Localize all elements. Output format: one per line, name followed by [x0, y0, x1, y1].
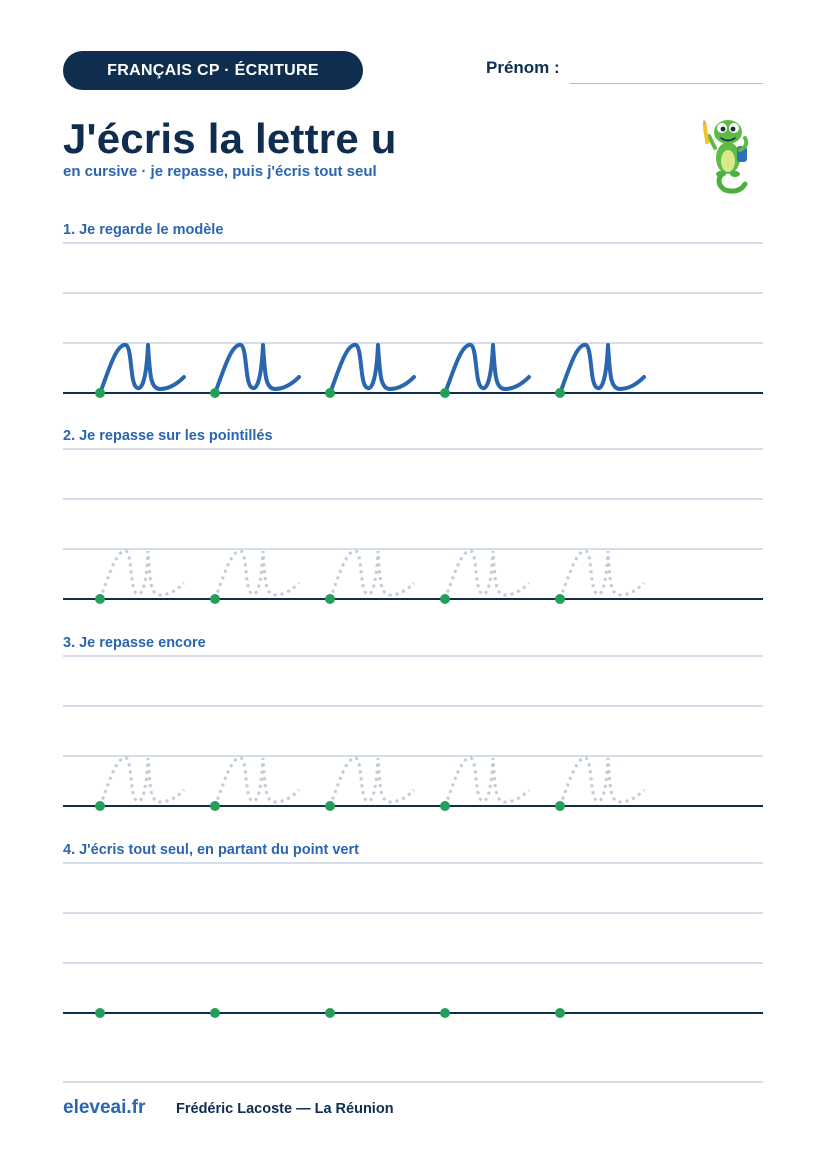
- section-1-title: 1. Je regarde le modèle: [63, 222, 224, 238]
- start-dot-trace-5: [555, 594, 565, 604]
- start-dot-model-5: [555, 388, 565, 398]
- footer-brand: eleveai.fr: [63, 1097, 146, 1118]
- dotted-letter-u-2: [215, 551, 299, 599]
- page-subtitle: en cursive · je repasse, puis j'écris tout seul: [63, 163, 377, 180]
- start-dot-trace-again-2: [210, 801, 220, 811]
- start-dot-model-3: [325, 388, 335, 398]
- dotted-letter-u-4: [445, 551, 529, 599]
- start-dot-trace-2: [210, 594, 220, 604]
- start-dot-free-1: [95, 1008, 105, 1018]
- name-label: Prénom :: [486, 58, 560, 77]
- start-dot-trace-again-1: [95, 801, 105, 811]
- dotted-letter-u-5: [560, 551, 644, 599]
- start-dot-free-5: [555, 1008, 565, 1018]
- section-4-title: 4. J'écris tout seul, en partant du point vert: [63, 842, 359, 858]
- model-letter-u-2: [215, 345, 299, 393]
- start-dot-model-1: [95, 388, 105, 398]
- model-letter-u-4: [445, 345, 529, 393]
- start-dot-trace-again-3: [325, 801, 335, 811]
- start-dot-free-3: [325, 1008, 335, 1018]
- model-letter-u-5: [560, 345, 644, 393]
- start-dot-trace-3: [325, 594, 335, 604]
- start-dot-trace-1: [95, 594, 105, 604]
- start-dot-model-4: [440, 388, 450, 398]
- start-dot-free-2: [210, 1008, 220, 1018]
- footer-author: Frédéric Lacoste — La Réunion: [176, 1101, 394, 1117]
- dotted-letter-u-3: [330, 551, 414, 599]
- start-dot-free-4: [440, 1008, 450, 1018]
- dotted-letter-u-5: [560, 758, 644, 806]
- start-dot-trace-again-4: [440, 801, 450, 811]
- subject-badge: FRANÇAIS CP · ÉCRITURE: [63, 51, 363, 90]
- dotted-letter-u-2: [215, 758, 299, 806]
- dotted-letter-u-4: [445, 758, 529, 806]
- dotted-letter-u-1: [100, 758, 184, 806]
- model-letter-u-3: [330, 345, 414, 393]
- dotted-letter-u-1: [100, 551, 184, 599]
- dotted-letter-u-3: [330, 758, 414, 806]
- start-dot-trace-4: [440, 594, 450, 604]
- model-letter-u-1: [100, 345, 184, 393]
- start-dot-model-2: [210, 388, 220, 398]
- page-title: J'écris la lettre u: [63, 115, 397, 162]
- start-dot-trace-again-5: [555, 801, 565, 811]
- section-2-title: 2. Je repasse sur les pointillés: [63, 428, 273, 444]
- section-3-title: 3. Je repasse encore: [63, 635, 206, 651]
